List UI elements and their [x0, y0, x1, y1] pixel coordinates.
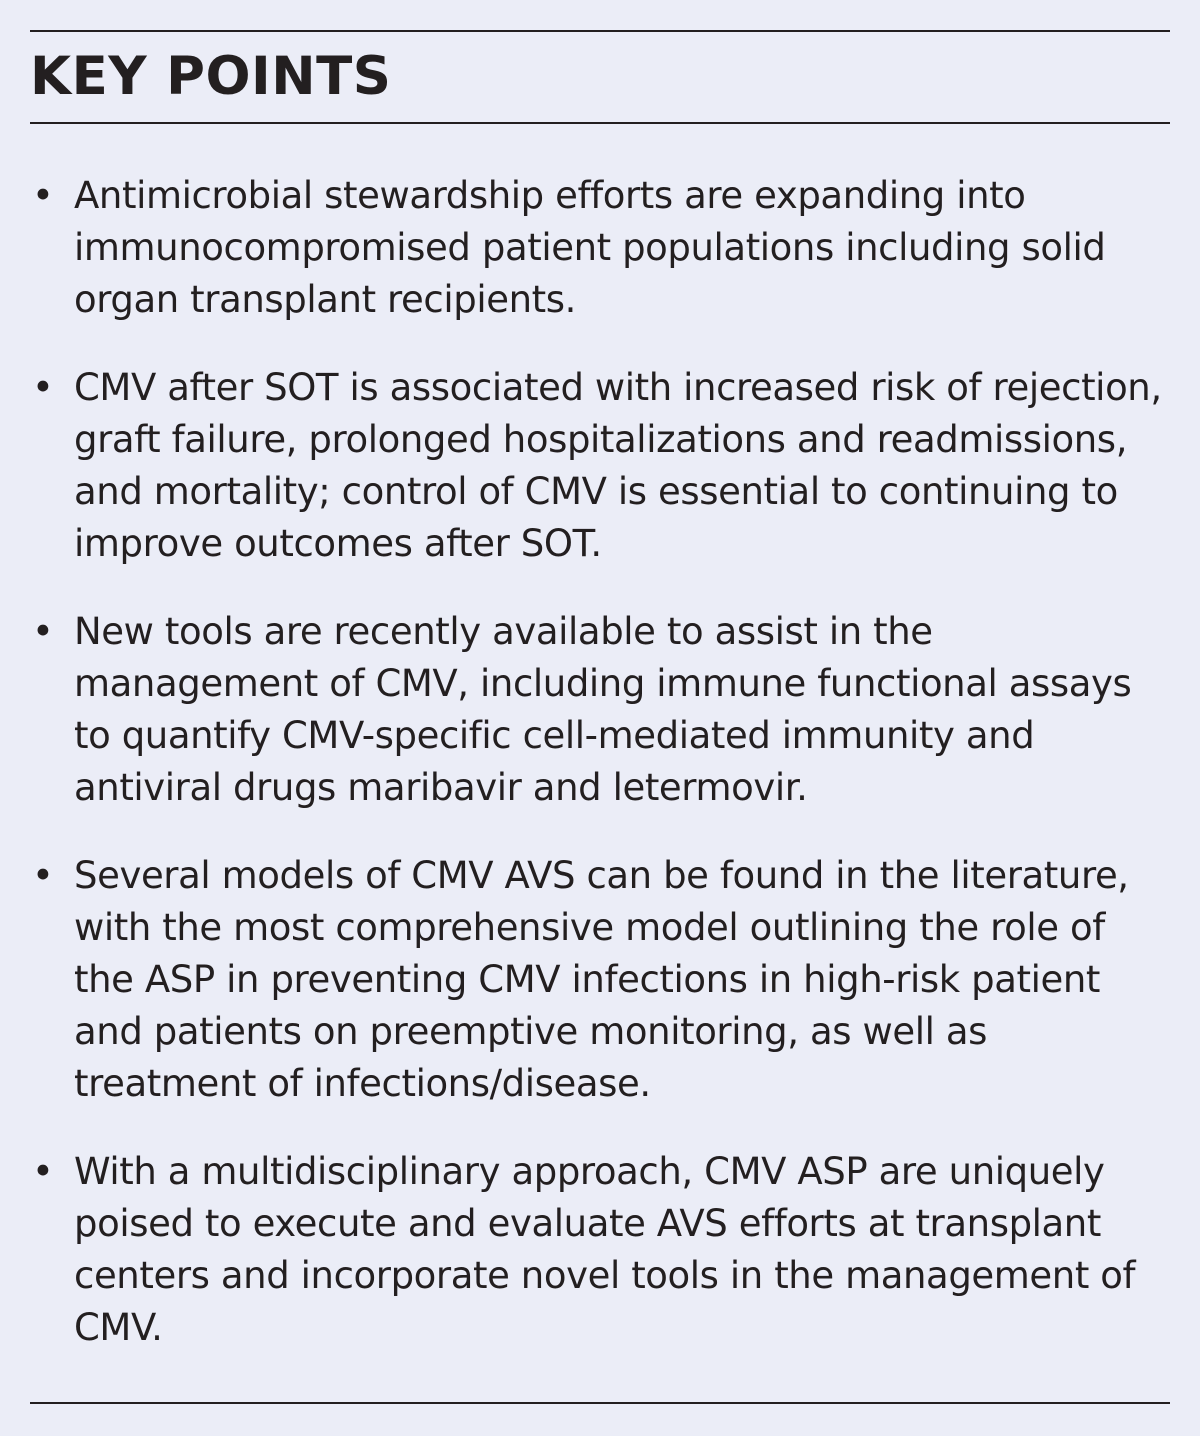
- bottom-rule: [30, 1402, 1170, 1404]
- top-rule: [30, 30, 1170, 32]
- key-points-heading: KEY POINTS: [30, 46, 392, 107]
- bullet-icon: •: [32, 174, 54, 217]
- key-point-text: Antimicrobial stewardship efforts are expanding into immunocompromised patient populations including solid organ transplant recipients.: [74, 174, 1106, 321]
- key-point-text: Several models of CMV AVS can be found in the literature, with the most comprehensive model outlining the role of the ASP in preventing CMV infections in high-risk patient and patients on preemptive monitoring, as well as treatment of infections/disease.: [74, 854, 1129, 1105]
- key-point-3: [30, 606, 1170, 814]
- bullet-icon: •: [32, 610, 54, 653]
- key-point-4: [30, 850, 1170, 1110]
- bullet-icon: •: [32, 854, 54, 897]
- key-point-text: With a multidisciplinary approach, CMV ASP are uniquely poised to execute and evaluate AVS efforts at transplant centers and incorporate novel tools in the management of CMV.: [74, 1150, 1136, 1349]
- heading-rule: [30, 122, 1170, 124]
- key-point-text: CMV after SOT is associated with increased risk of rejection, graft failure, prolonged hospitalizations and readmissions, and mortality; control of CMV is essential to continuing to improve outcomes after SOT.: [74, 366, 1162, 565]
- key-points-list: [30, 170, 1170, 1354]
- bullet-icon: •: [32, 1150, 54, 1193]
- key-point-text: New tools are recently available to assist in the management of CMV, including immune functional assays to quantify CMV-specific cell-mediated immunity and antiviral drugs maribavir and letermovir.: [74, 610, 1132, 809]
- key-point-1: [30, 170, 1170, 326]
- key-point-5: [30, 1146, 1170, 1354]
- key-point-2: [30, 362, 1170, 570]
- bullet-icon: •: [32, 366, 54, 409]
